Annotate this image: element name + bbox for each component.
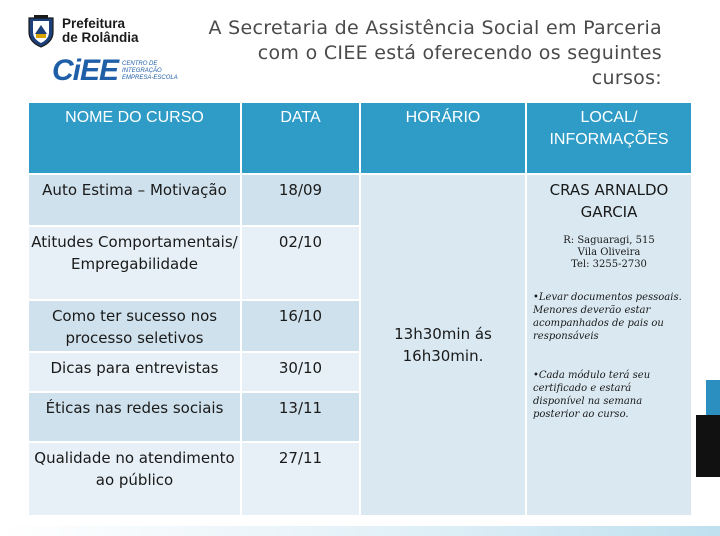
table-row-course: Qualidade no atendimento ao público — [29, 443, 240, 515]
column-divider — [359, 103, 361, 515]
table-row-date: 02/10 — [242, 227, 359, 299]
ciee-sub-line1: CENTRO DE — [122, 60, 158, 67]
row-divider — [29, 225, 359, 227]
location-address-line2: Vila Oliveira — [577, 247, 641, 258]
column-divider — [240, 103, 242, 515]
table-row-course: Auto Estima – Motivação — [29, 175, 240, 225]
time-cell: 13h30min ás 16h30min. — [361, 175, 525, 515]
row-divider — [29, 173, 691, 175]
decorative-bar-black — [696, 415, 720, 477]
ciee-mark: CiEE — [52, 54, 119, 87]
table-row-date: 27/11 — [242, 443, 359, 515]
row-divider — [29, 441, 359, 443]
table-row-course: Éticas nas redes sociais — [29, 393, 240, 441]
city-crest-icon — [26, 14, 56, 48]
title-line1: A Secretaria de Assistência Social em Parceria — [208, 17, 662, 39]
table-row-date: 30/10 — [242, 353, 359, 391]
prefeitura-name-line2: de Rolândia — [62, 30, 139, 45]
location-cell — [527, 175, 691, 515]
prefeitura-name-line1: Prefeitura — [62, 16, 126, 31]
column-header-course: NOME DO CURSO — [29, 103, 240, 173]
title-line2: com o CIEE está oferecendo os seguintes — [257, 42, 662, 64]
decorative-bottom-gradient — [0, 526, 720, 536]
courses-table — [29, 103, 691, 515]
prefeitura-logo — [26, 14, 139, 48]
location-address-line1: R: Saguaragi, 515 — [563, 235, 655, 246]
location-name: CRAS ARNALDO GARCIA — [549, 181, 669, 221]
table-row-course: Como ter sucesso nos processo seletivos — [29, 301, 240, 351]
table-row-course: Dicas para entrevistas — [29, 353, 240, 391]
column-header-date: DATA — [242, 103, 359, 173]
row-divider — [29, 351, 359, 353]
table-row-course: Atitudes Comportamentais/ Empregabilidade — [29, 227, 240, 299]
title-line3: cursos: — [591, 67, 662, 89]
ciee-logo — [52, 56, 178, 86]
location-phone: Tel: 3255-2730 — [571, 259, 647, 270]
table-row-date: 18/09 — [242, 175, 359, 225]
table-row-date: 13/11 — [242, 393, 359, 441]
decorative-bar-blue — [706, 380, 720, 420]
ciee-sub-line3: EMPRESA-ESCOLA — [122, 74, 178, 81]
column-header-time: HORÁRIO — [361, 103, 525, 173]
ciee-sub-line2: INTEGRAÇÃO — [122, 67, 162, 74]
row-divider — [29, 299, 359, 301]
info-note-documents: •Levar documentos pessoais. Menores deverão estar acompanhados de pais ou responsáveis — [533, 292, 682, 342]
info-note-certificate: •Cada módulo terá seu certificado e estará disponível na semana posterior ao curso. — [533, 370, 651, 420]
column-divider — [525, 103, 527, 515]
row-divider — [29, 391, 359, 393]
table-row-date: 16/10 — [242, 301, 359, 351]
column-header-location: LOCAL/ INFORMAÇÕES — [527, 103, 691, 173]
page-title — [192, 16, 662, 91]
